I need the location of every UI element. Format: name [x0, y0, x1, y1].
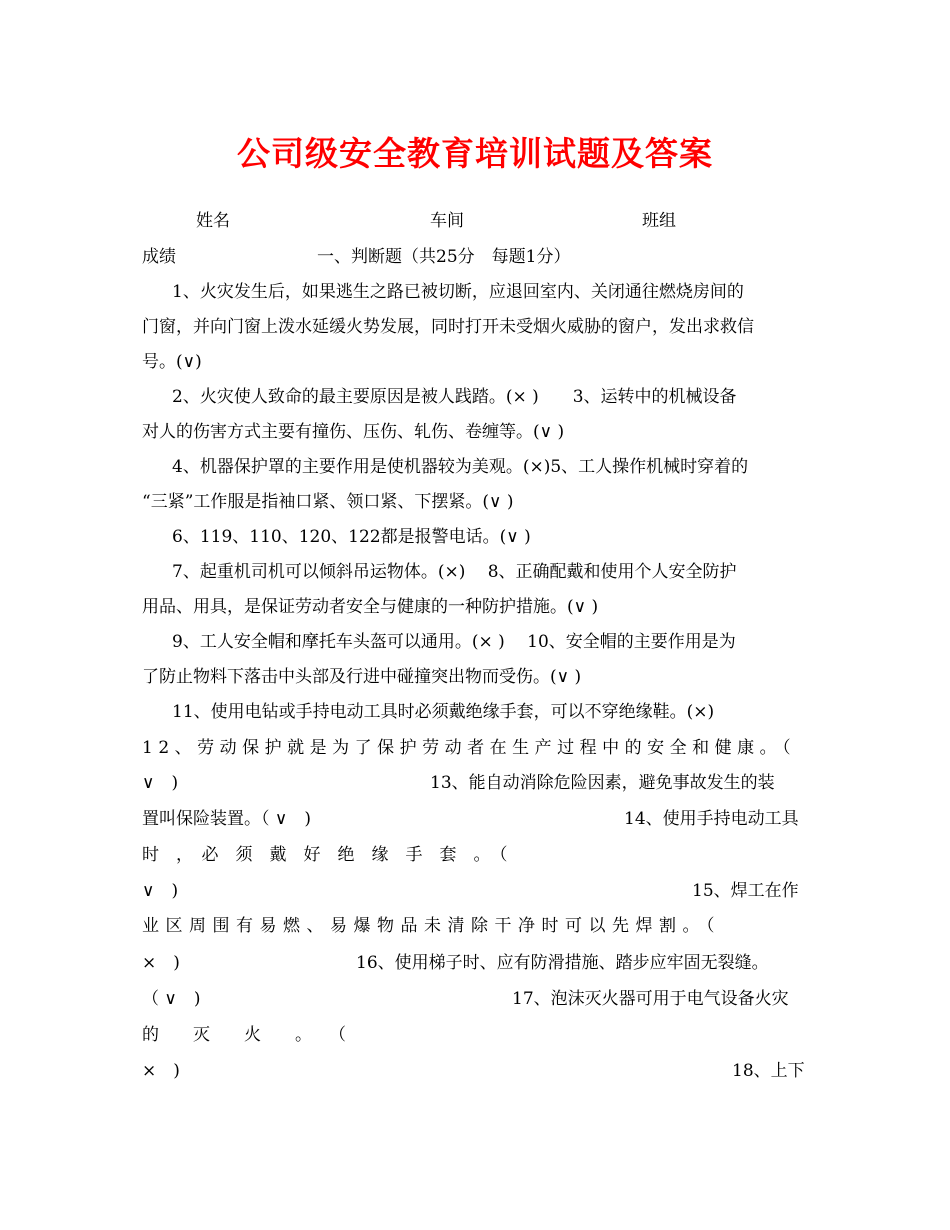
question-line: 6、119、110、120、122都是报警电话。(∨ ) [172, 527, 531, 547]
question-line: 18、上下 [732, 1061, 805, 1081]
question-line: 时 ， 必 须 戴 好 绝 缘 手 套 。 （ [142, 845, 508, 865]
score-label: 成绩 [142, 247, 176, 267]
section-heading: 一、判断题（共25分 每题1分） [317, 247, 571, 267]
question-line: 了防止物料下落击中头部及行进中碰撞突出物而受伤。(∨ ) [142, 667, 582, 687]
question-line: 16、使用梯子时、应有防滑措施、踏步应牢固无裂缝。 [356, 953, 769, 973]
question-line: 17、泡沫灭火器可用于电气设备火灾 [512, 989, 789, 1009]
question-line: 13、能自动消除危险因素，避免事故发生的装 [430, 773, 775, 793]
question-line: 的 灭 火 。 （ [142, 1025, 346, 1045]
question-line: 门窗，并向门窗上泼水延缓火势发展，同时打开未受烟火威胁的窗户，发出求救信 [142, 317, 754, 337]
answer-mark: （ ∨ ) [142, 989, 201, 1009]
question-line: 对人的伤害方式主要有撞伤、压伤、轧伤、卷缠等。(∨ ) [142, 422, 565, 442]
question-line: 用品、用具，是保证劳动者安全与健康的一种防护措施。(∨ ) [142, 597, 599, 617]
question-line: “三紧”工作服是指袖口紧、领口紧、下摆紧。(∨ ) [142, 492, 514, 512]
question-line: 12、劳动保护就是为了保护劳动者在生产过程中的安全和健康。（ [142, 738, 797, 758]
answer-mark: ∨ ) [142, 773, 179, 793]
question-line: 置叫保险装置。（ ∨ ) [142, 809, 311, 829]
question-line: 1、火灾发生后，如果逃生之路已被切断，应退回室内、关闭通往燃烧房间的 [172, 282, 744, 302]
question-line: 号。(∨) [142, 352, 202, 372]
team-label: 班组 [642, 211, 676, 231]
workshop-label: 车间 [430, 211, 464, 231]
question-line: 业区周围有易燃、易爆物品未清除干净时可以先焊割。（ [142, 916, 721, 936]
question-line: 9、工人安全帽和摩托车头盔可以通用。(× ) 10、安全帽的主要作用是为 [172, 632, 736, 652]
question-line: 14、使用手持电动工具 [624, 809, 799, 829]
answer-mark: × ) [142, 1061, 180, 1081]
page-title: 公司级安全教育培训试题及答案 [237, 134, 713, 173]
answer-mark: ∨ ) [142, 881, 179, 901]
name-label: 姓名 [196, 211, 230, 231]
question-line: 15、焊工在作 [692, 881, 799, 901]
question-line: 7、起重机司机可以倾斜吊运物体。(×) 8、正确配戴和使用个人安全防护 [172, 562, 737, 582]
question-line: 2、火灾使人致命的最主要原因是被人践踏。(× ) 3、运转中的机械设备 [172, 387, 737, 407]
question-line: 11、使用电钻或手持电动工具时必须戴绝缘手套，可以不穿绝缘鞋。(×) [172, 702, 715, 722]
question-line: 4、机器保护罩的主要作用是使机器较为美观。(×)5、工人操作机械时穿着的 [172, 457, 749, 477]
answer-mark: × ) [142, 953, 180, 973]
